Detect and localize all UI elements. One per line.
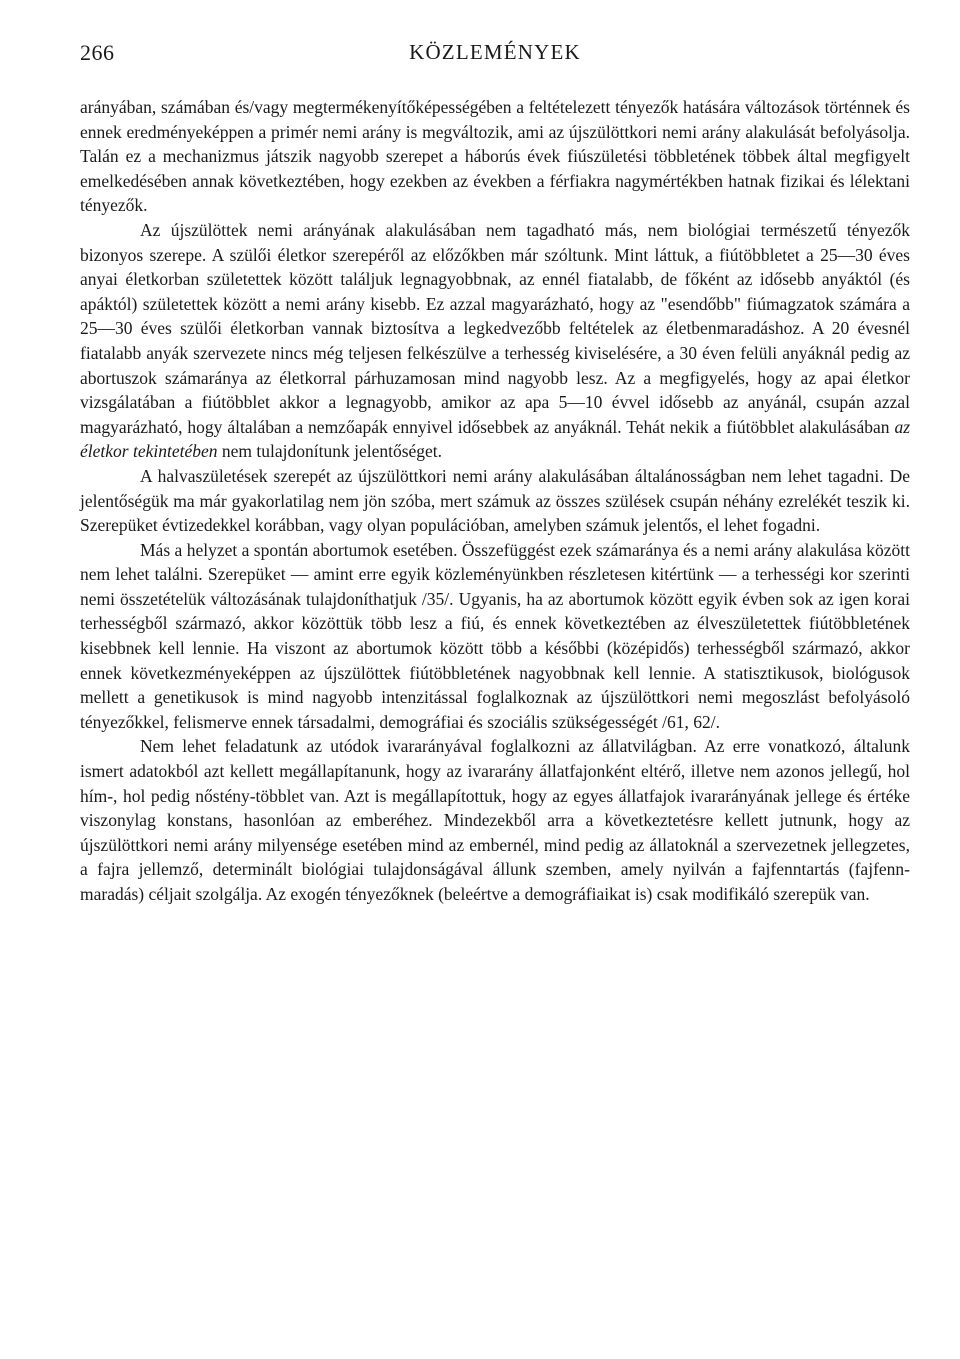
- running-title: KÖZLEMÉNYEK: [409, 40, 581, 64]
- body-text: [80, 95, 910, 907]
- paragraph-2-text: Az újszülöttek nemi arányának alakulásában nem tagadható más, nem biológiai természetű tényezők bizonyos szerepe. A szülői életkor szerepéről az előzőkben már szóltunk. Mint láttuk, a fiútöbbletet a 25—30 éves anyai életkorban születettek között találjuk legnagyobbnak, az ennél fiatalabb, de főként az idősebb anyáktól (és apáktól) születettek között a nemi arány kisebb. Ez azzal magyarázható, hogy az "esendőbb" fiúmagzatok számára a 25—30 éves szülői életkorban vannak biztosítva a legkedvezőbb feltételek az életbenmaradáshoz. A 20 évesnél fiatalabb anyák szervezete nincs még teljesen felkészülve a terhesség kiviselésére, a 30 éven felüli anyáknál pedig az abortuszok számaránya az életkorral párhuzamosan mind nagyobb lesz. Az a megfigyelés, hogy az apai életkor vizsgálatában a fiútöbblet akkor a legnagyobb, amikor az apa 5—10 évvel idősebb az anyánál, csupán azzal magyarázható, hogy általában a nemzőapák ennyivel idősebbek az anyáknál. Tehát nekik a fiútöbblet alakulásában: [80, 219, 910, 437]
- page-header: [80, 40, 910, 76]
- paragraph-2: [80, 218, 910, 464]
- paragraph-2-tail: nem tulajdonítunk jelentőséget.: [221, 441, 443, 462]
- page-number: 266: [80, 40, 115, 65]
- paragraph-3: A halvaszületések szerepét az újszülöttkori nemi arány alakulásában általánosságban nem lehet tagadni. De jelentőségük ma már gyakorlatilag nem jön szóba, mert számuk az összes szülések csupán néhány ezrelékét teszik ki. Szerepüket évtizedekkel korábban, vagy olyan populációban, amelyben számuk jelentős, el lehet fogadni.: [80, 465, 910, 536]
- paragraph-5: Nem lehet feladatunk az utódok ivararányával foglalkozni az állatvilágban. Az erre vonatkozó, általunk ismert adatokból azt kellett megállapítanunk, hogy az ivararány állatfajonként eltérő, illetve nem azonos jellegű, hol hím-, hol pedig nőstény-többlet van. Azt is megállapítottuk, hogy az egyes állatfajok ivararányának jellege és értéke viszonylag konstans, hasonlóan az emberéhez. Mindezekből arra a következtetésre kellett jutnunk, hogy az újszülöttkori nemi arány milyensége esetében mind az embernél, mind pedig az állatoknál a szervezetnek jellegzetes, a fajra jellemző, determinált biológiai tulajdonságával állunk szemben, amely nyilván a fajfenntartás (fajfenn-maradás) céljait szolgálja. Az exogén tényezőknek (beleértve a demográfiaikat is) csak modifikáló szerepük van.: [80, 736, 910, 904]
- paragraph-1: arányában, számában és/vagy megtermékenyítőképességében a feltételezett tényezők hatására változások történnek és ennek eredményeképpen a primér nemi arány is megváltozik, ami az újszülöttkori nemi arány alakulását befolyásolja. Talán ez a mechanizmus játszik nagyobb szerepet a háborús évek fiúszületési többletének többek által megfigyelt emelkedésében annak következtében, hogy ezekben az években a férfiakra nagymértékben hatnak fizikai és lélektani tényezők.: [80, 97, 910, 216]
- paragraph-2-emphasis: az életkor tekintetében: [80, 416, 910, 462]
- paragraph-4: Más a helyzet a spontán abortumok esetében. Összefüggést ezek számaránya és a nemi arány alakulása között nem lehet találni. Szerepüket — amint erre egyik közleményünkben részletesen kitértünk — a terhességi kor szerinti nemi összetételük változásának tulajdoníthatjuk /35/. Ugyanis, ha az abortumok között egyik évben sok az igen korai terhességből származó, akkor közöttük több lesz a fiú, és ennek következtében az élveszületettek fiútöbbletének kisebbnek kell lennie. Ha viszont az abortumok között több a későbbi (középidős) terhességből származó, akkor ennek következményeképpen az újszülöttek fiútöbbletének nagyobbnak kell lennie. A statisztikusok, biológusok mellett a genetikusok is mind nagyobb intenzitással foglalkoznak az újszülöttkori nemi megoszlást befolyásoló tényezőkkel, felismerve ennek társadalmi, demográfiai és szociális szükségességét /61, 62/.: [80, 539, 910, 732]
